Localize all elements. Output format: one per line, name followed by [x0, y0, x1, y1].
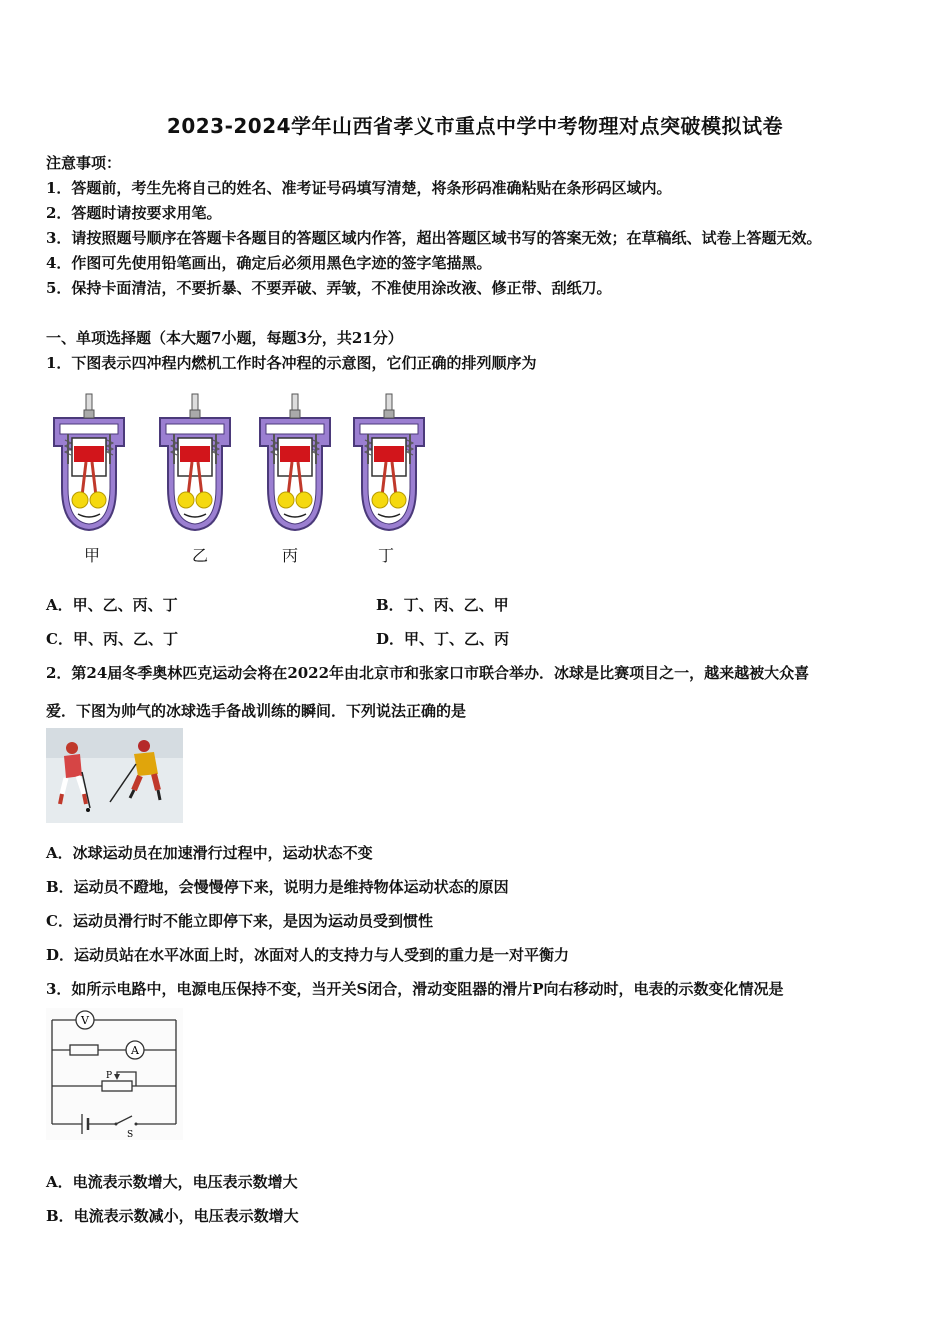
switch-label: S [127, 1130, 134, 1140]
notice-item-1: 1．答题前，考生先将自己的姓名、准考证号码填写清楚，将条形码准确粘贴在条形码区域内。 [46, 179, 672, 197]
notice-item-3: 3．请按照题号顺序在答题卡各题目的答题区域内作答，超出答题区域书写的答案无效；在草稿纸、试卷上答题无效。 [46, 229, 822, 247]
engine-label-ding: 丁 [378, 546, 395, 565]
hockey-photo [46, 728, 183, 823]
engine-label-yi: 乙 [192, 546, 209, 565]
q1-option-d[interactable]: D．甲、丁、乙、丙 [376, 630, 510, 648]
q1-option-a[interactable]: A．甲、乙、丙、丁 [46, 596, 178, 614]
q2-option-d[interactable]: D．运动员站在水平冰面上时，冰面对人的支持力与人受到的重力是一对平衡力 [46, 946, 570, 964]
engine-label-bing: 丙 [282, 546, 299, 565]
q3-option-a[interactable]: A．电流表示数增大，电压表示数增大 [46, 1173, 298, 1191]
ammeter-label: A [131, 1044, 139, 1057]
voltmeter-label: V [81, 1014, 89, 1027]
q1-stem: 1．下图表示四冲程内燃机工作时各冲程的示意图，它们正确的排列顺序为 [46, 354, 537, 372]
q1-option-c[interactable]: C．甲、丙、乙、丁 [46, 630, 178, 648]
notice-heading: 注意事项： [46, 154, 122, 172]
engine-label-jia: 甲 [84, 546, 101, 565]
q3-option-b[interactable]: B．电流表示数减小，电压表示数增大 [46, 1207, 299, 1225]
slider-label: P [106, 1071, 113, 1081]
page-title: 2023-2024学年山西省孝义市重点中学中考物理对点突破模拟试卷 [166, 114, 784, 138]
q2-stem-line1: 2．第24届冬季奥林匹克运动会将在2022年由北京市和张家口市联合举办．冰球是比赛项目之一，越来越被大众喜 [46, 664, 810, 682]
q2-stem-line2: 爱．下图为帅气的冰球选手备战训练的瞬间．下列说法正确的是 [46, 702, 467, 720]
engine-diagrams [46, 388, 441, 538]
q2-option-c[interactable]: C．运动员滑行时不能立即停下来，是因为运动员受到惯性 [46, 912, 433, 930]
q2-option-a[interactable]: A．冰球运动员在加速滑行过程中，运动状态不变 [46, 844, 373, 862]
circuit-diagram [46, 1008, 183, 1140]
q1-option-b[interactable]: B．丁、丙、乙、甲 [376, 596, 509, 614]
q2-option-b[interactable]: B．运动员不蹬地，会慢慢停下来，说明力是维持物体运动状态的原因 [46, 878, 509, 896]
notice-item-2: 2．答题时请按要求用笔。 [46, 204, 222, 222]
section-heading: 一、单项选择题（本大题7小题，每题3分，共21分） [46, 329, 403, 347]
notice-item-5: 5．保持卡面清洁，不要折暴、不要弄破、弄皱，不准使用涂改液、修正带、刮纸刀。 [46, 279, 612, 297]
q3-stem: 3．如所示电路中，电源电压保持不变，当开关S闭合，滑动变阻器的滑片P向右移动时，电表的示数变化情况是 [46, 980, 784, 998]
notice-item-4: 4．作图可先使用铅笔画出，确定后必须用黑色字迹的签字笔描黑。 [46, 254, 492, 272]
